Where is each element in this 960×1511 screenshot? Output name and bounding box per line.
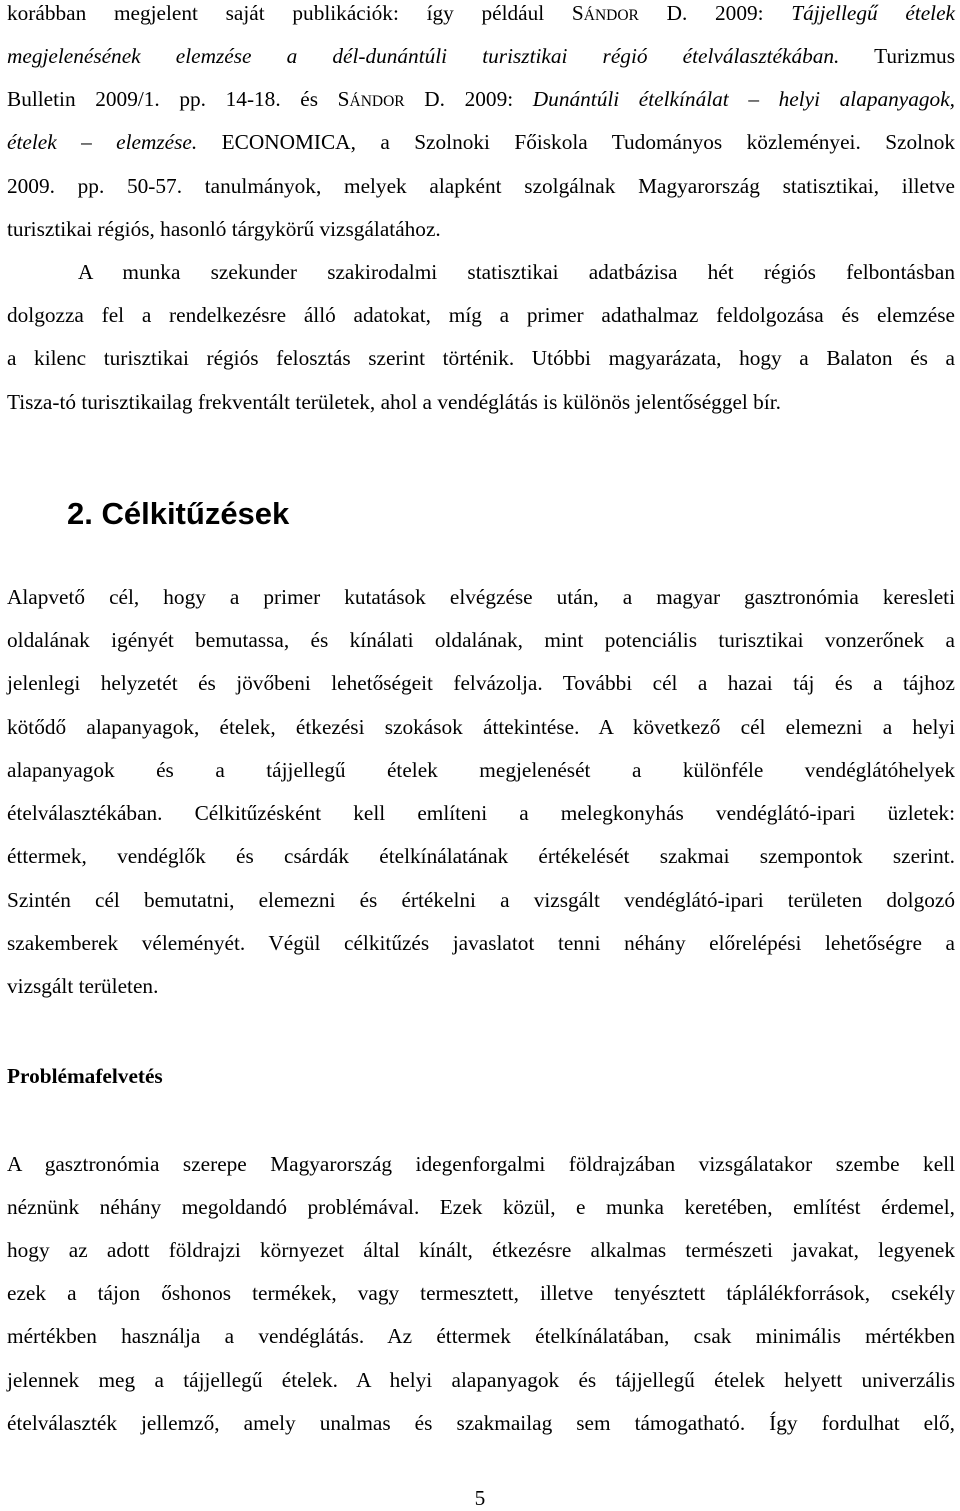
text-line: kötődő alapanyagok, ételek, étkezési szokások áttekintése. A következő cél elemezni a helyi [7, 715, 955, 739]
text-line: ételválaszték jellemző, amely unalmas és szakmailag sem támogatható. Így fordulhat elő, [7, 1411, 955, 1435]
text-line: turisztikai régiós, hasonló tárgykörű vizsgálatához. [7, 217, 441, 241]
section-heading: 2. Célkitűzések [67, 496, 290, 531]
text-line: néznünk néhány megoldandó problémával. Ezek közül, e munka keretében, említést érdemel, [7, 1195, 955, 1219]
text-line: Tisza-tó turisztikailag frekventált területek, ahol a vendéglátás is különös jelentőséggel bír. [7, 390, 781, 414]
text-line: ételválasztékában. Célkitűzésként kell említeni a melegkonyhás vendéglátó-ipari üzletek: [7, 801, 955, 825]
text-line: A gasztronómia szerepe Magyarország idegenforgalmi földrajzában vizsgálatakor szembe kell [7, 1152, 955, 1176]
text-line: Bulletin 2009/1. pp. 14-18. és SÁNDOR D. 2009: Dunántúli ételkínálat – helyi alapanyagok, [7, 87, 955, 111]
paragraph-first-line: A munka szekunder szakirodalmi statisztikai adatbázisa hét régiós felbontásban [78, 260, 955, 284]
text-line: mértékben használja a vendéglátás. Az éttermek ételkínálatában, csak minimális mértékben [7, 1324, 955, 1348]
text-line: ezek a tájon őshonos termékek, vagy termesztett, illetve tenyésztett táplálékforrások, csekély [7, 1281, 955, 1305]
text-line: Alapvető cél, hogy a primer kutatások elvégzése után, a magyar gasztronómia keresleti [7, 585, 955, 609]
text-line: korábban megjelent saját publikációk: így például SÁNDOR D. 2009: Tájjellegű ételek [7, 1, 955, 25]
text-line: hogy az adott földrajzi környezet által kínált, étkezésre alkalmas természeti javakat, legyenek [7, 1238, 955, 1262]
text-line: 2009. pp. 50-57. tanulmányok, melyek alapként szolgálnak Magyarország statisztikai, illetve [7, 174, 955, 198]
page-number: 5 [474, 1486, 486, 1510]
text-line: szakemberek véleményét. Végül célkitűzés javaslatot tenni néhány előrelépési lehetőségre a [7, 931, 955, 955]
text-line: éttermek, vendéglők és csárdák ételkínálatának értékelését szakmai szempontok szerint. [7, 844, 955, 868]
text-line: jelennek meg a tájjellegű ételek. A helyi alapanyagok és tájjellegű ételek helyett univerzális [7, 1368, 955, 1392]
subheading: Problémafelvetés [7, 1064, 163, 1088]
text-line: jelenlegi helyzetét és jövőbeni lehetőségeit felvázolja. További cél a hazai táj és a tájhoz [7, 671, 955, 695]
text-line: alapanyagok és a tájjellegű ételek megjelenését a különféle vendéglátóhelyek [7, 758, 955, 782]
text-line: megjelenésének elemzése a dél-dunántúli turisztikai régió ételválasztékában. Turizmus [7, 44, 955, 68]
text-line: dolgozza fel a rendelkezésre álló adatokat, míg a primer adathalmaz feldolgozása és elemzése [7, 303, 955, 327]
text-line: Szintén cél bemutatni, elemezni és értékelni a vizsgált vendéglátó-ipari területen dolgozó [7, 888, 955, 912]
text-line: a kilenc turisztikai régiós felosztás szerint történik. Utóbbi magyarázata, hogy a Balaton és a [7, 346, 955, 370]
text-line: ételek – elemzése. ECONOMICA, a Szolnoki Főiskola Tudományos közleményei. Szolnok [7, 130, 956, 154]
text-line: vizsgált területen. [7, 974, 159, 998]
text-line: oldalának igényét bemutassa, és kínálati oldalának, mint potenciális turisztikai vonzerőnek a [7, 628, 955, 652]
